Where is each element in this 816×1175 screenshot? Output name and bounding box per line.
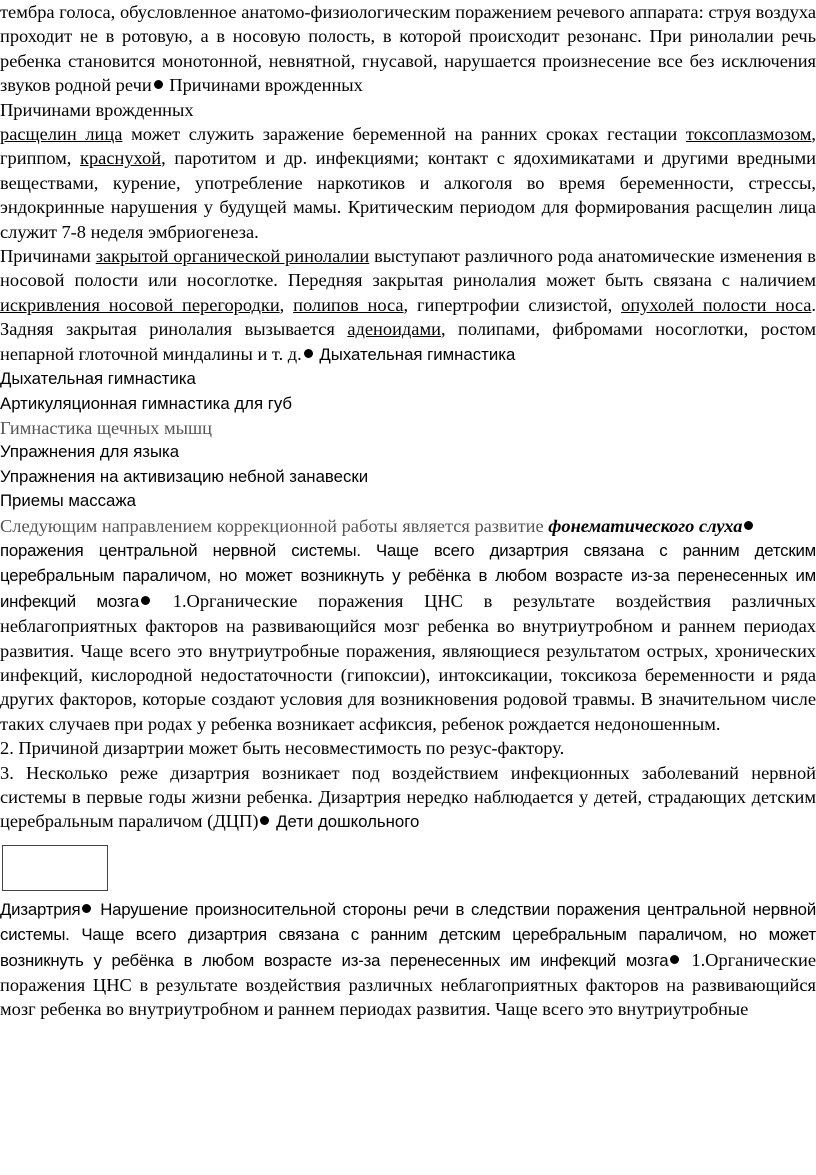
bullet-icon bbox=[154, 80, 163, 89]
paragraph-dysarthria: Дизартрия Нарушение произносительной стороны речи в следствии поражения центральной нервной системы. Чаще всего дизартрия связана с ранним детским церебральным параличом, но может возникнуть у ребёнка в любом возрасте из-за перенесенных им инфекций мозга 1.Органические поражения ЦНС в результате воздействия различных неблагоприятных факторов на развивающийся мозг ребенка во внутриутробном и раннем периодах развития. Чаще всего это внутриутробные bbox=[0, 899, 816, 1020]
list-item-velum-exercises: Упражнения на активизацию небной занавески bbox=[0, 466, 369, 486]
link-adenoids[interactable]: аденоидами bbox=[347, 319, 441, 340]
bullet-icon bbox=[744, 521, 753, 530]
link-toxoplasmosis[interactable]: токсоплазмозом bbox=[685, 124, 812, 145]
bullet-icon bbox=[82, 904, 91, 913]
link-closed-organic-rhinolalia[interactable]: закрытой органической ринолалии bbox=[95, 246, 370, 267]
link-nasal-polyps[interactable]: полипов носа bbox=[293, 294, 404, 315]
bullet-icon bbox=[141, 596, 150, 605]
bullet-icon bbox=[260, 816, 269, 825]
paragraph-infections: 3. Несколько реже дизартрия возникает под воздействием инфекционных заболеваний нервной системы в первые годы жизни ребенка. Дизартрия нередко наблюдается у детей, страдающих детским церебральным параличом (ДЦП) Дети дошкольного bbox=[0, 762, 816, 832]
paragraph-phonemic-hearing: Следующим направлением коррекционной работы является развитие фонематического слуха bbox=[0, 514, 816, 538]
list-item-tongue-exercises: Упражнения для языка bbox=[0, 442, 180, 462]
link-nasal-tumors[interactable]: опухолей полости носа bbox=[621, 294, 812, 315]
bullet-icon bbox=[670, 955, 679, 964]
link-cleft-face[interactable]: расщелин лица bbox=[0, 124, 123, 145]
paragraph-closed-rhinolalia: Причинами закрытой органической ринолалии выступают различного рода анатомические изменения в носовой полости или носоглотке. Передняя закрытая ринолалия может быть связана с наличием искривления носовой перегородки, полипов носа, гипертрофии слизистой, опухолей полости носа. Задняя закрытая ринолалия вызывается аденоидами, полипами, фибромами носоглотки, ростом непарной глоточной миндалины и т. д. Дыхательная гимнастика bbox=[0, 246, 816, 364]
link-septum-deviation[interactable]: искривления носовой перегородки bbox=[0, 294, 280, 315]
list-item-lip-gymnastics: Артикуляционная гимнастика для губ bbox=[0, 393, 293, 413]
list-item-breathing: Дыхательная гимнастика bbox=[0, 369, 196, 389]
heading-congenital-causes: Причинами врожденных bbox=[0, 99, 194, 120]
paragraph-rhinolalia-definition: тембра голоса, обусловленное анатомо-физиологическим поражением речевого аппарата: струя воздуха проходит не в ротовую, а в носовую полость, в которой происходит резонанс. При ринолалии речь ребенка становится монотонной, невнятной, гнусавой, нарушается произнесение все без исключения звуков родной речи Причинами врожденных bbox=[0, 2, 816, 96]
empty-frame bbox=[2, 845, 108, 891]
bullet-icon bbox=[304, 349, 313, 358]
paragraph-cns-lesions: поражения центральной нервной системы. Чаще всего дизартрия связана с ранним детским церебральным параличом, но может возникнуть у ребёнка в любом возрасте из-за перенесенных им инфекций мозга 1.Органические поражения ЦНС в результате воздействия различных неблагоприятных факторов на развивающийся мозг ребенка во внутриутробном и раннем периодах развития. Чаще всего это внутриутробные поражения, являющиеся результатом острых, хронических инфекций, кислородной недостаточности (гипоксии), интоксикации, токсикоза беременности и ряда других факторов, которые создают условия для возникновения родовой травмы. В значительном числе таких случаев при родах у ребенка возникает асфиксия, ребенок рождается недоношенным. bbox=[0, 540, 816, 734]
list-item-cheek-gymnastics: Гимнастика щечных мышц bbox=[0, 417, 212, 438]
paragraph-rh-factor: 2. Причиной дизартрии может быть несовместимость по резус-фактору. bbox=[0, 738, 565, 759]
link-rubella[interactable]: краснухой bbox=[80, 148, 162, 169]
list-item-massage: Приемы массажа bbox=[0, 491, 136, 511]
paragraph-congenital-causes: расщелин лица может служить заражение беременной на ранних сроках гестации токсоплазмозом, гриппом, краснухой, паротитом и др. инфекциями; контакт с ядохимикатами и другими вредными веществами, курение, употребление наркотиков и алкоголя во время беременности, стрессы, эндокринные нарушения у будущей мамы. Критическим периодом для формирования расщелин лица служит 7-8 неделя эмбриогенеза. bbox=[0, 124, 816, 242]
